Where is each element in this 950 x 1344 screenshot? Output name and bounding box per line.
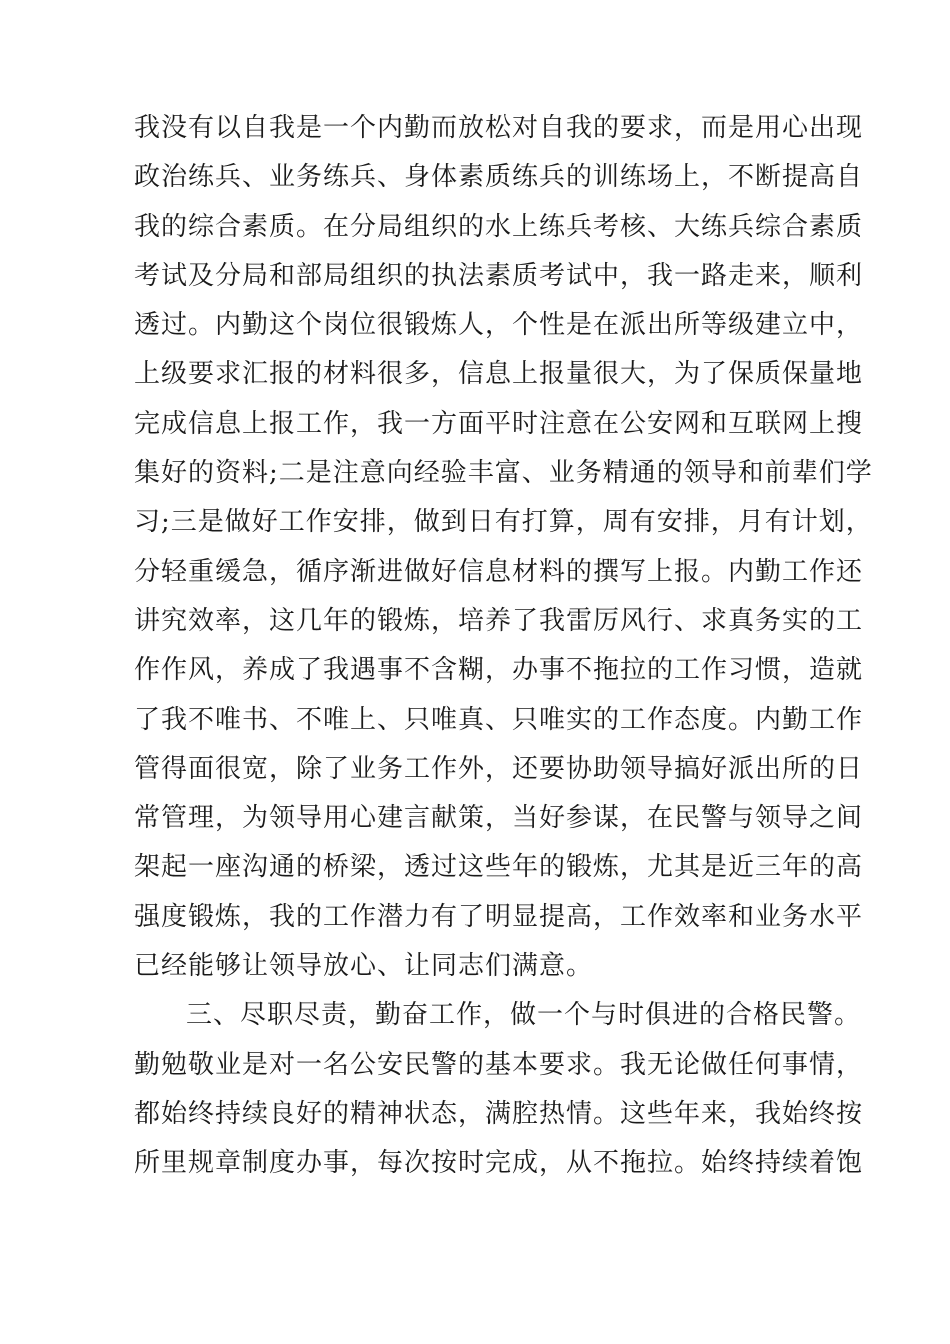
text-line: 集好的资料;二是注意向经验丰富、业务精通的领导和前辈们学 <box>134 458 873 489</box>
text-line: 上级要求汇报的材料很多，信息上报量很大，为了保质保量地 <box>134 359 864 390</box>
text-line: 我的综合素质。在分局组织的水上练兵考核、大练兵综合素质 <box>134 211 864 242</box>
text-line: 作作风，养成了我遇事不含糊，办事不拖拉的工作习惯，造就 <box>134 655 864 686</box>
text-line: 勤勉敬业是对一名公安民警的基本要求。我无论做任何事情， <box>134 1049 864 1080</box>
text-line: 政治练兵、业务练兵、身体素质练兵的训练场上，不断提高自 <box>134 162 864 193</box>
text-line: 了我不唯书、不唯上、只唯真、只唯实的工作态度。内勤工作 <box>134 704 864 735</box>
text-line: 都始终持续良好的精神状态，满腔热情。这些年来，我始终按 <box>134 1098 864 1129</box>
text-line: 我没有以自我是一个内勤而放松对自我的要求，而是用心出现 <box>134 113 864 143</box>
text-line: 强度锻炼，我的工作潜力有了明显提高，工作效率和业务水平 <box>134 901 864 932</box>
text-line: 考试及分局和部局组织的执法素质考试中，我一路走来，顺利 <box>134 260 864 291</box>
text-line: 完成信息上报工作，我一方面平时注意在公安网和互联网上搜 <box>134 408 864 439</box>
text-line: 管得面很宽，除了业务工作外，还要协助领导搞好派出所的日 <box>134 753 864 784</box>
section-heading-line: 三、尽职尽责，勤奋工作，做一个与时俱进的合格民警。 <box>186 1000 862 1031</box>
text-line: 习;三是做好工作安排，做到日有打算，周有安排，月有计划， <box>134 507 873 538</box>
text-line: 讲究效率，这几年的锻炼，培养了我雷厉风行、求真务实的工 <box>134 605 864 636</box>
text-line: 架起一座沟通的桥梁，透过这些年的锻炼，尤其是近三年的高 <box>134 852 864 883</box>
text-line: 透过。内勤这个岗位很锻炼人，个性是在派出所等级建立中， <box>134 310 864 341</box>
text-line: 已经能够让领导放心、让同志们满意。 <box>134 951 594 982</box>
text-line: 常管理，为领导用心建言献策，当好参谋，在民警与领导之间 <box>134 803 864 834</box>
text-line: 所里规章制度办事，每次按时完成，从不拖拉。始终持续着饱 <box>134 1148 864 1179</box>
body-text <box>134 104 873 1189</box>
text-line: 分轻重缓急，循序渐进做好信息材料的撰写上报。内勤工作还 <box>134 556 864 587</box>
